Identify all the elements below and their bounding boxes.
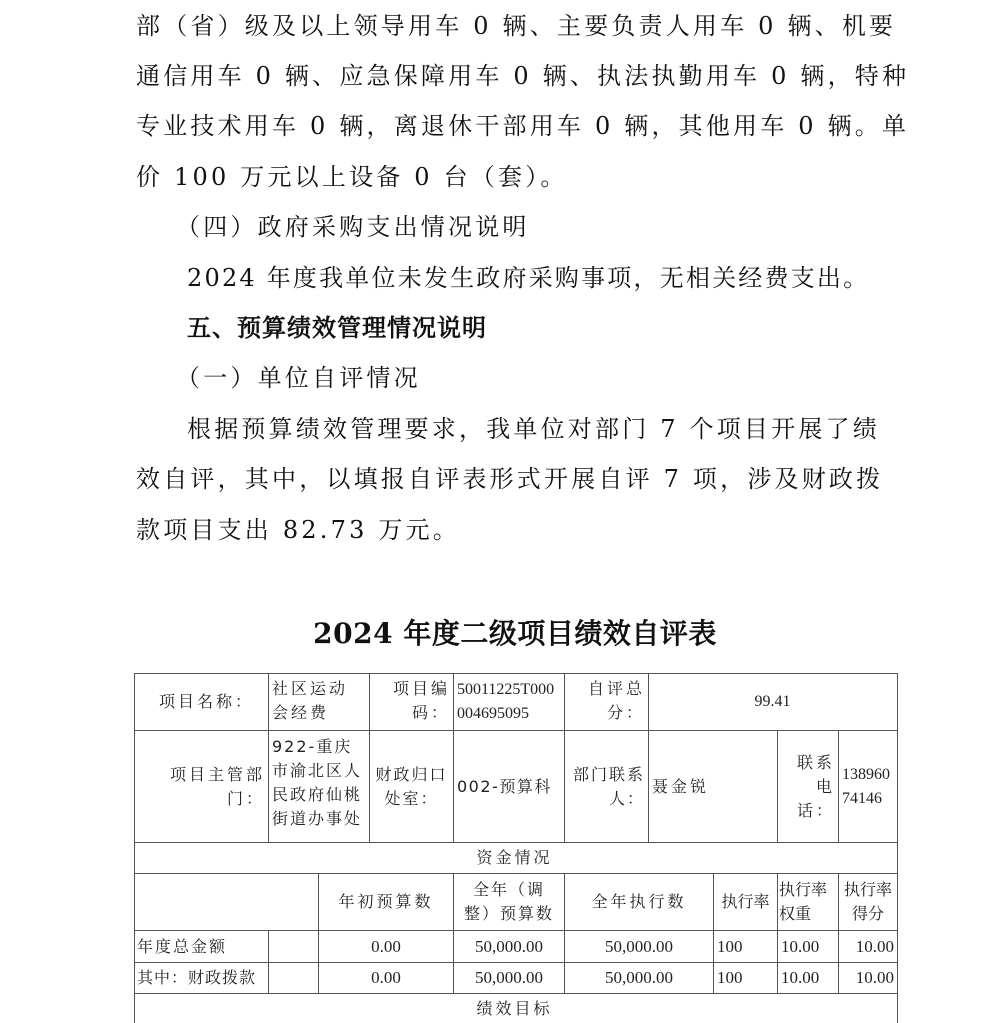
project-name-label-cell: [134, 673, 269, 731]
dept-label-cell: [134, 730, 269, 843]
project-code-value: 50011225T000004695095: [457, 681, 555, 722]
funding-section-label: 资金情况: [476, 848, 553, 867]
funding-row-total-score: [838, 930, 898, 963]
funding-row-total-weight-value: 10.00: [781, 936, 820, 956]
paragraph-line: 部（省）级及以上领导用车 0 辆、主要负责人用车 0 辆、机要: [136, 12, 897, 40]
contact-person-value: 聂金锐: [652, 776, 710, 796]
project-name-value: 社区运动会经费: [272, 679, 349, 722]
funding-section-header: [134, 842, 898, 874]
funding-row-fiscal-score: [838, 962, 898, 994]
funding-row-fiscal-executed: [564, 962, 714, 994]
funding-row-fiscal-rate-value: 100: [717, 968, 743, 987]
finance-office-label: 财政归口处室：: [375, 764, 448, 808]
finance-office-label-cell: [369, 730, 454, 843]
contact-person-label-cell: [564, 730, 649, 843]
table-title: 2024 年度二级项目绩效自评表: [313, 617, 717, 650]
funding-row-fiscal-rate: [713, 962, 778, 994]
header-rate-score: [838, 873, 898, 931]
paragraph-line: 根据预算绩效管理要求，我单位对部门 7 个项目开展了绩: [187, 415, 880, 443]
header-executed-label: 全年执行数: [591, 892, 687, 911]
project-code-value-cell: [453, 673, 565, 731]
paragraph-line: 款项目支出 82.73 万元。: [136, 516, 460, 544]
self-score-label-cell: [564, 673, 649, 731]
funding-row-total-weight: [777, 930, 839, 963]
subsection-heading: （四）政府采购支出情况说明: [176, 213, 530, 241]
contact-person-label: 部门联系人：: [572, 764, 645, 808]
funding-row-total-initial-value: 0.00: [371, 936, 401, 956]
funding-row-fiscal-weight-value: 10.00: [781, 968, 820, 987]
funding-row-total-initial: [318, 930, 454, 963]
project-code-label-cell: [369, 673, 454, 731]
funding-row-total-executed: [564, 930, 714, 963]
funding-row-fiscal-adjusted: [453, 962, 565, 994]
contact-phone-value-cell: [838, 730, 898, 843]
funding-row-total-label-cell: [134, 930, 269, 963]
header-rate-weight: [777, 873, 839, 931]
funding-row-total-label: 年度总金额: [137, 936, 228, 956]
paragraph-line: 2024 年度我单位未发生政府采购事项，无相关经费支出。: [187, 264, 870, 292]
header-initial-budget-label: 年初预算数: [338, 892, 434, 911]
funding-row-total-executed-value: 50,000.00: [605, 936, 673, 956]
dept-label: 项目主管部门：: [169, 764, 265, 808]
funding-row-fiscal-initial: [318, 962, 454, 994]
funding-row-fiscal-score-value: 10.00: [855, 968, 894, 987]
subsection-heading: （一）单位自评情况: [176, 364, 421, 392]
funding-row-fiscal-blank: [268, 962, 319, 994]
section-heading: 五、预算绩效管理情况说明: [187, 314, 487, 342]
contact-phone-label-cell: [777, 730, 839, 843]
funding-row-total-rate-value: 100: [717, 936, 743, 956]
goals-section-header: [134, 993, 898, 1023]
header-rate-weight-label: 执行率权重: [779, 880, 828, 923]
self-score-label: 自评总分：: [587, 679, 645, 722]
header-rate-score-label: 执行率得分: [843, 880, 892, 923]
funding-row-fiscal-weight: [777, 962, 839, 994]
finance-office-value: 002-预算科: [457, 776, 552, 796]
finance-office-value-cell: [453, 730, 565, 843]
funding-row-fiscal-adjusted-value: 50,000.00: [475, 968, 543, 987]
header-initial-budget: [318, 873, 454, 931]
self-score-value: 99.41: [754, 693, 791, 710]
funding-row-total-rate: [713, 930, 778, 963]
paragraph-line: 通信用车 0 辆、应急保障用车 0 辆、执法执勤用车 0 辆，特种: [136, 62, 910, 90]
funding-row-fiscal-executed-value: 50,000.00: [605, 968, 673, 987]
funding-row-fiscal-label: 其中：财政拨款: [137, 968, 257, 987]
goals-section-label: 绩效目标: [476, 999, 553, 1018]
funding-row-total-score-value: 10.00: [855, 936, 894, 956]
project-name-label: 项目名称：: [158, 692, 254, 711]
project-name-value-cell: [268, 673, 370, 731]
contact-phone-label: 联系电话：: [796, 752, 835, 820]
dept-value: 922-重庆市渝北区人民政府仙桃街道办事处: [272, 737, 363, 828]
funding-row-total-blank: [268, 930, 319, 963]
funding-row-fiscal-initial-value: 0.00: [371, 968, 401, 987]
funding-row-fiscal-label-cell: [134, 962, 269, 994]
funding-row-total-adjusted-value: 50,000.00: [475, 936, 543, 956]
dept-value-cell: [268, 730, 370, 843]
header-rate: [713, 873, 778, 931]
contact-phone-value: 13896074146: [842, 765, 890, 807]
self-score-value-cell: [648, 673, 898, 731]
header-executed: [564, 873, 714, 931]
funding-row-total-adjusted: [453, 930, 565, 963]
header-adjusted-budget: [453, 873, 565, 931]
paragraph-line: 专业技术用车 0 辆，离退休干部用车 0 辆，其他用车 0 辆。单: [136, 112, 910, 140]
header-rate-label: 执行率: [721, 892, 770, 911]
contact-person-value-cell: [648, 730, 778, 843]
project-code-label: 项目编码：: [392, 679, 450, 722]
paragraph-line: 效自评，其中，以填报自评表形式开展自评 7 项，涉及财政拨: [136, 465, 884, 493]
header-adjusted-budget-label: 全年（调整）预算数: [463, 880, 554, 923]
funding-header-blank: [134, 873, 319, 931]
paragraph-line: 价 100 万元以上设备 0 台（套）。: [136, 163, 568, 191]
